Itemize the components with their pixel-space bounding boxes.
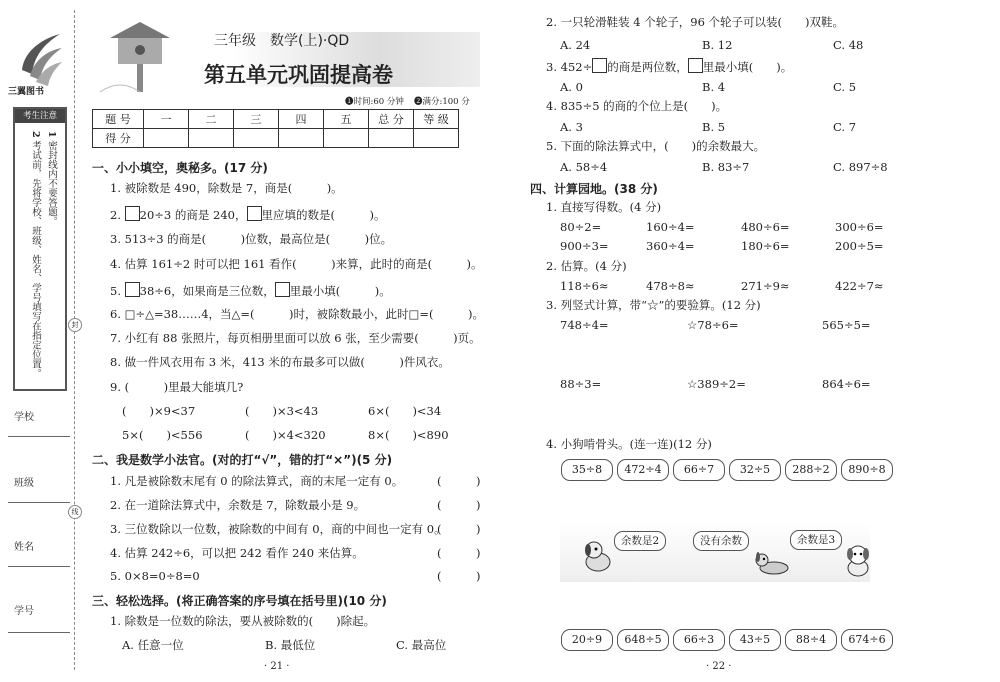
judge-3: 3. 三位数除以一位数，被除数的中间有 0，商的中间也一定有 0。 [110,522,446,536]
dog-3-icon[interactable] [840,542,876,578]
q9-item-1: ( )×9<37 [122,404,196,418]
score-col-4: 四 [279,110,324,129]
choice-1-option-b[interactable]: B. 最低位 [265,638,316,652]
score-col-2: 二 [189,110,234,129]
bone-top-1[interactable]: 35÷8 [561,459,613,481]
score-col-5: 五 [324,110,369,129]
calc-3-item-6: 864÷6= [822,377,871,391]
score-cell-5[interactable] [324,129,369,148]
exam-notice-box [13,107,67,391]
question-1-9: 9. ( )里最大能填几? [110,380,244,394]
notice-2-text: 考试前，先将学校、班级、姓名、学号填写在指定位置。 [30,140,41,379]
question-1-1: 1. 被除数是 490，除数是 7，商是( )。 [110,181,343,195]
choice-4-option-b[interactable]: B. 5 [702,120,726,134]
calc-1-item-7: 180÷6= [741,239,790,253]
question-1-3: 3. 513÷3 的商是( )位数，最高位是( )位。 [110,232,393,246]
calc-2-item-3: 271÷9≈ [741,279,790,293]
score-col-grade: 等 级 [414,110,459,129]
score-table-score-row [93,129,459,148]
c3-text-a: 3. 452÷ [546,60,593,74]
score-col-label: 题 号 [93,110,144,129]
score-cell-1[interactable] [144,129,189,148]
choice-5: 5. 下面的除法算式中，( )的余数最大。 [546,139,766,153]
score-cell-total[interactable] [369,129,414,148]
choice-1: 1. 除数是一位数的除法，要从被除数的( )除起。 [110,614,376,628]
q9-item-2: ( )×3<43 [245,404,319,418]
field-line-class[interactable] [8,502,70,503]
notice-title: 考生注意 [15,109,65,123]
answer-box[interactable] [275,282,290,297]
choice-4-option-c[interactable]: C. 7 [833,120,857,134]
judge-4: 4. 估算 242÷6，可以把 242 看作 240 来估算。 [110,546,364,560]
answer-box[interactable] [125,206,140,221]
calc-3-title: 3. 列竖式计算，带“☆”的要验算。(12 分) [546,298,761,312]
main-title: 第五单元巩固提高卷 [204,63,393,87]
choice-5-option-a[interactable]: A. 58÷4 [560,160,608,174]
calc-1-item-4: 300÷6= [835,220,884,234]
calc-3-item-3: 565÷5= [822,318,871,332]
calc-2-title: 2. 估算。(4 分) [546,259,627,273]
binding-sidebar [0,0,90,682]
time-limit: ❶时间:60 分钟 [345,97,404,107]
bone-bottom-2[interactable]: 648÷5 [617,629,669,651]
c3-text-b: 的商是两位数， [607,60,688,74]
answer-box[interactable] [688,58,703,73]
c3-text-c: 里最小填( )。 [702,60,793,74]
score-table-header-row [93,110,459,129]
field-label-class: 班级 [14,478,34,489]
seal-mark-feng: 封 [68,318,82,332]
page-number-left: · 21 · [264,661,290,672]
seal-mark-xian: 线 [68,505,82,519]
section-4-title: 四、计算园地。(38 分) [530,182,658,196]
choice-3-option-b[interactable]: B. 4 [702,80,726,94]
calc-1-title: 1. 直接写得数。(4 分) [546,200,662,214]
judge-5: 5. 0×8=0÷8=0 [110,569,200,583]
answer-box[interactable] [247,206,262,221]
q2-number: 2. [110,208,121,222]
notice-1-text: 密封线内不要答题。 [46,140,57,227]
notice-1-number: 1 [46,131,57,138]
choice-3-option-a[interactable]: A. 0 [560,80,583,94]
section-1-title: 一、小小填空，奥秘多。(17 分) [92,161,268,175]
q2-text-a: 20÷3 的商是 240， [139,208,247,222]
field-label-name: 姓名 [14,542,34,553]
q9-item-6: 8×( )<890 [368,428,449,442]
calc-2-item-1: 118÷6≈ [560,279,609,293]
choice-5-option-b[interactable]: B. 83÷7 [702,160,750,174]
bone-top-6[interactable]: 890÷8 [841,459,893,481]
choice-2-option-c[interactable]: C. 48 [833,38,864,52]
bone-bottom-6[interactable]: 674÷6 [841,629,893,651]
score-cell-3[interactable] [234,129,279,148]
choice-5-option-c[interactable]: C. 897÷8 [833,160,888,174]
bone-top-4[interactable]: 32÷5 [729,459,781,481]
question-1-8: 8. 做一件风衣用布 3 米，413 米的布最多可以做( )件风衣。 [110,355,450,369]
choice-1-option-c[interactable]: C. 最高位 [396,638,447,652]
field-line-school[interactable] [8,436,70,437]
score-cell-grade[interactable] [414,129,459,148]
calc-3-item-4: 88÷3= [560,377,602,391]
field-label-school: 学校 [14,412,34,423]
calc-1-item-5: 900÷3= [560,239,609,253]
judge-3-answer[interactable]: ( ) [437,522,481,536]
q9-item-5: ( )×4<320 [245,428,326,442]
judge-2: 2. 在一道除法算式中，余数是 7，除数最小是 9。 [110,498,366,512]
judge-4-answer[interactable]: ( ) [437,546,481,560]
q5-text-a: 38÷6，如果商是三位数， [139,284,275,298]
score-col-3: 三 [234,110,279,129]
dog-2-icon[interactable] [752,548,794,578]
score-row-label: 得 分 [93,129,144,148]
question-1-2 [110,206,385,222]
choice-2-option-a[interactable]: A. 24 [560,38,591,52]
publisher-logo [14,30,64,90]
judge-1-answer[interactable]: ( ) [437,474,481,488]
question-1-7: 7. 小红有 88 张照片，每页相册里面可以放 6 张，至少需要( )页。 [110,331,481,345]
answer-box[interactable] [592,58,607,73]
dog-1-icon[interactable] [580,538,616,574]
choice-4: 4. 835÷5 的商的个位上是( )。 [546,99,728,113]
bone-top-5[interactable]: 288÷2 [785,459,837,481]
calc-1-item-2: 160÷4= [646,220,695,234]
judge-1: 1. 凡是被除数末尾有 0 的除法算式，商的末尾一定有 0。 [110,474,404,488]
bone-top-2[interactable]: 472÷4 [617,459,669,481]
bone-bottom-3[interactable]: 66÷3 [673,629,725,651]
judge-5-answer[interactable]: ( ) [437,569,481,583]
bubble-remainder-3: 余数是3 [790,530,842,550]
notice-item-2 [29,131,42,381]
calc-1-item-3: 480÷6= [741,220,790,234]
notice-item-1 [45,131,58,381]
bone-bottom-1[interactable]: 20÷9 [561,629,613,651]
bone-top-3[interactable]: 66÷7 [673,459,725,481]
calc-3-item-5: ☆389÷2= [687,377,746,391]
choice-3 [546,58,792,74]
question-1-6: 6. □÷△=38……4，当△=( )时，被除数最小，此时□=( )。 [110,307,484,321]
field-label-student-id: 学号 [14,606,34,617]
notice-2-number: 2 [30,131,41,138]
choice-2: 2. 一只轮滑鞋装 4 个轮子，96 个轮子可以装( )双鞋。 [546,15,845,29]
grade-title: 三年级 数学(上)·QD [214,33,350,49]
choice-4-option-a[interactable]: A. 3 [560,120,583,134]
answer-box[interactable] [125,282,140,297]
question-1-4: 4. 估算 161÷2 时可以把 161 看作( )来算，此时的商是( )。 [110,257,483,271]
score-col-total: 总 分 [369,110,414,129]
q9-item-4: 5×( )<556 [122,428,203,442]
bubble-no-remainder: 没有余数 [693,531,749,551]
judge-2-answer[interactable]: ( ) [437,498,481,512]
score-cell-4[interactable] [279,129,324,148]
score-table [92,109,459,148]
bone-bottom-4[interactable]: 43÷5 [729,629,781,651]
section-3-title: 三、轻松选择。(将正确答案的序号填在括号里)(10 分) [92,594,387,608]
brand-name: 三翼图书 [8,87,45,97]
field-line-name[interactable] [8,566,70,567]
full-score: ❷满分:100 分 [414,97,470,107]
field-line-student-id[interactable] [8,632,70,633]
calc-1-item-8: 200÷5= [835,239,884,253]
birdhouse-illustration [100,18,180,93]
calc-4-title: 4. 小狗啃骨头。(连一连)(12 分) [546,437,712,451]
q9-item-3: 6×( )<34 [368,404,442,418]
section-2-title: 二、我是数学小法官。(对的打“√”，错的打“×”)(5 分) [92,453,393,467]
bubble-remainder-2: 余数是2 [614,531,666,551]
calc-3-item-1: 748÷4= [560,318,609,332]
calc-3-item-2: ☆78÷6= [687,318,739,332]
calc-2-item-2: 478÷8≈ [646,279,695,293]
q2-text-b: 里应填的数是( )。 [261,208,386,222]
score-col-1: 一 [144,110,189,129]
question-1-5 [110,282,391,298]
score-cell-2[interactable] [189,129,234,148]
choice-2-option-b[interactable]: B. 12 [702,38,733,52]
choice-3-option-c[interactable]: C. 5 [833,80,857,94]
calc-1-item-1: 80÷2= [560,220,602,234]
page-number-right: · 22 · [706,661,732,672]
q5-number: 5. [110,284,121,298]
q5-text-b: 里最小填( )。 [289,284,391,298]
calc-1-item-6: 360÷4= [646,239,695,253]
bone-bottom-5[interactable]: 88÷4 [785,629,837,651]
calc-2-item-4: 422÷7≈ [835,279,884,293]
choice-1-option-a[interactable]: A. 任意一位 [122,638,184,652]
seal-line [74,10,75,670]
